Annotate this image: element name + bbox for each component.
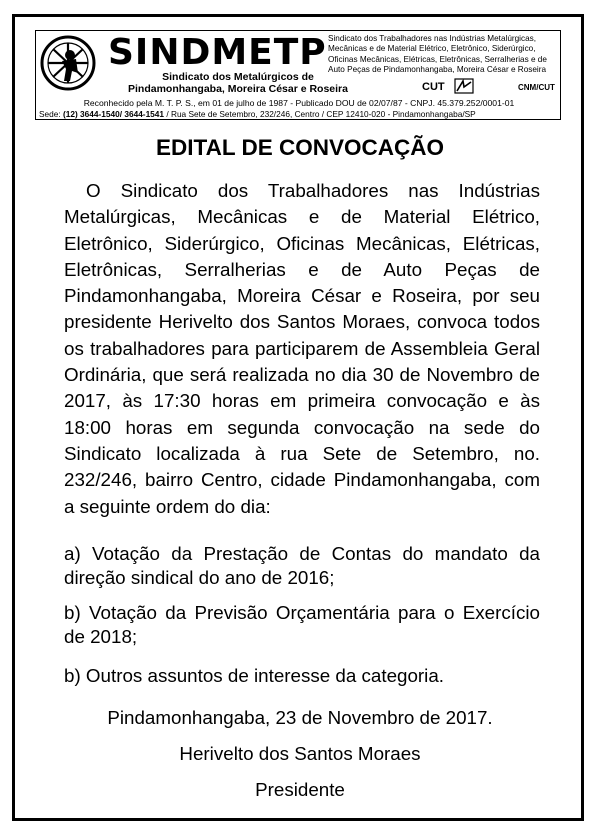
- cnm-cut-logo: CNM/CUT: [518, 83, 555, 92]
- union-description: Sindicato dos Trabalhadores nas Indústrias Metalúrgicas, Mecânicas e de Material Elétrico, Eletrônico, Siderúrgico, Oficinas Mecânicas, Elétricas, Eletrônicas, Serralherias e de Auto Peças de Pindamonhangaba, Moreira César e Roseira: [328, 34, 547, 74]
- agenda-item: b) Votação da Previsão Orçamentária para o Exercício de 2018;: [64, 602, 540, 647]
- cut-logo: CUT: [422, 81, 445, 93]
- signer-name: Herivelto dos Santos Moraes: [179, 743, 421, 764]
- notice-body: O Sindicato dos Trabalhadores nas Indústrias Metalúrgicas, Mecânicas e de Material Elétrico, Eletrônico, Siderúrgico, Oficinas Mecânicas, Elétricas, Eletrônicas, Serralherias e de Auto Peças de Pindamonhangaba, Moreira César e Roseira, por seu presidente Herivelto dos Santos Moraes, convoca todos os trabalhadores para participarem de Assembleia Geral Ordinária, que será realizada no dia 30 de Novembro de 2017, às 17:30 horas em primeira convocação e às 18:00 horas em segunda convocação na sede do Sindicato localizada à rua Sete de Setembro, no. 232/246, bairro Centro, cidade Pindamonhangaba, com a seguinte ordem do dia:: [64, 180, 540, 517]
- agenda-item: b) Outros assuntos de interesse da categoria.: [64, 665, 445, 686]
- agenda-item: a) Votação da Prestação de Contas do mandato da direção sindical do ano de 2016;: [64, 543, 540, 588]
- affiliation-logos: [414, 78, 560, 98]
- notice-title: EDITAL DE CONVOCAÇÃO: [156, 135, 444, 160]
- address-line: Sede: (12) 3644-1540/ 3644-1541 / Rua Sete de Setembro, 232/246, Centro / CEP 12410-020 - Pindamonhangaba/SP: [39, 109, 476, 119]
- place-date: Pindamonhangaba, 23 de Novembro de 2017.: [107, 707, 493, 728]
- letterhead: [35, 30, 561, 120]
- brand-subtitle: Sindicato dos Metalúrgicos de Pindamonhangaba, Moreira César e Roseira: [128, 71, 348, 95]
- union-emblem-icon: [40, 35, 96, 91]
- federation-logo-icon: [454, 78, 474, 94]
- brand-name: SINDMETP: [108, 32, 327, 73]
- signer-role: Presidente: [255, 779, 345, 800]
- registration-line: Reconhecido pela M. T. P. S., em 01 de julho de 1987 - Publicado DOU de 02/07/87 - CNPJ. 45.379.252/0001-01: [83, 98, 515, 108]
